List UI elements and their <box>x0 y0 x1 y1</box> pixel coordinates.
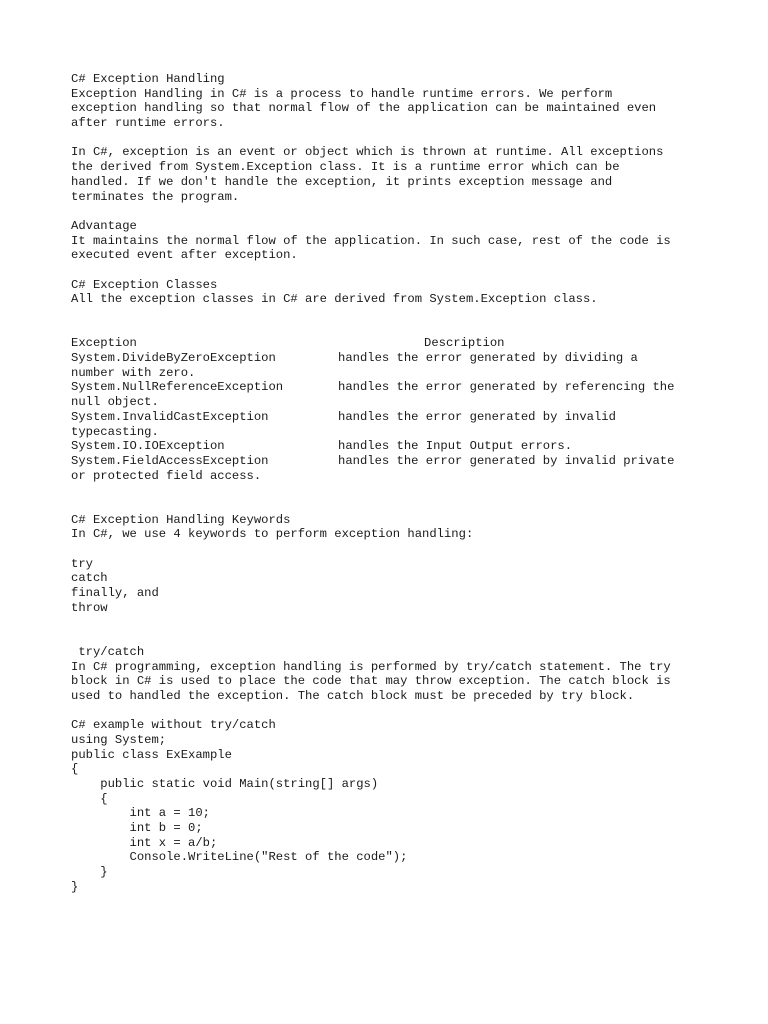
blank-line <box>71 263 711 278</box>
keyword-item: throw <box>71 600 108 615</box>
code-line: { <box>71 762 79 777</box>
section-title: C# example without try/catch <box>71 718 276 733</box>
code-line: using System; <box>71 732 167 747</box>
paragraph-line: used to handled the exception. The catch block must be preceded by try block. <box>71 688 635 703</box>
blank-line <box>71 204 711 219</box>
exception-table <box>71 336 711 483</box>
table-header <box>71 336 711 351</box>
paragraph-line: In C#, we use 4 keywords to perform exception handling: <box>71 527 474 542</box>
section-title: try/catch <box>71 644 145 659</box>
table-row <box>71 380 711 395</box>
blank-line <box>71 498 711 513</box>
keyword-item: try <box>71 556 93 571</box>
section-title: Advantage <box>71 218 137 233</box>
exception-description: handles the Input Output errors. <box>338 439 573 454</box>
code-line: } <box>71 879 79 894</box>
header-exception: Exception <box>71 336 137 351</box>
blank-line <box>71 307 711 322</box>
exception-description-wrap: null object. <box>71 395 159 410</box>
code-block <box>71 733 711 895</box>
paragraph-line: In C#, exception is an event or object which is thrown at runtime. All exceptions <box>71 145 664 160</box>
code-line: int a = 10; <box>71 806 210 821</box>
blank-line <box>71 630 711 645</box>
code-line: public class ExExample <box>71 747 232 762</box>
exception-description-wrap: or protected field access. <box>71 468 262 483</box>
exception-description: handles the error generated by invalid private <box>338 453 675 468</box>
table-row <box>71 454 711 469</box>
code-line: Console.WriteLine("Rest of the code"); <box>71 850 408 865</box>
code-line: int x = a/b; <box>71 835 218 850</box>
code-line: } <box>71 865 108 880</box>
exception-description-wrap: typecasting. <box>71 424 159 439</box>
keyword-item: catch <box>71 571 108 586</box>
exception-name: System.IO.IOException <box>71 439 225 454</box>
code-line: { <box>71 791 108 806</box>
exception-description: handles the error generated by dividing a <box>338 351 638 366</box>
blank-line <box>71 131 711 146</box>
table-row <box>71 439 711 454</box>
paragraph-line: It maintains the normal flow of the application. In such case, rest of the code is <box>71 233 671 248</box>
paragraph-line: after runtime errors. <box>71 116 225 131</box>
blank-line <box>71 704 711 719</box>
code-line: int b = 0; <box>71 821 203 836</box>
paragraph-line: handled. If we don't handle the exception, it prints exception message and <box>71 174 613 189</box>
exception-name: System.DivideByZeroException <box>71 351 276 366</box>
exception-name: System.NullReferenceException <box>71 380 284 395</box>
keyword-item: finally, and <box>71 586 159 601</box>
document-body <box>71 72 711 895</box>
table-row <box>71 351 711 366</box>
paragraph-line: exception handling so that normal flow of the application can be maintained even <box>71 101 657 116</box>
section-title: C# Exception Handling <box>71 72 225 86</box>
blank-line <box>71 615 711 630</box>
table-row <box>71 410 711 425</box>
paragraph-line: executed event after exception. <box>71 248 298 263</box>
blank-line <box>71 542 711 557</box>
paragraph-line: terminates the program. <box>71 189 240 204</box>
paragraph-line: block in C# is used to place the code that may throw exception. The catch block is <box>71 674 671 689</box>
section-title: C# Exception Classes <box>71 277 218 292</box>
section-title: C# Exception Handling Keywords <box>71 512 291 527</box>
blank-line <box>71 322 711 337</box>
paragraph-line: Exception Handling in C# is a process to handle runtime errors. We perform <box>71 86 613 101</box>
exception-description-wrap: number with zero. <box>71 365 196 380</box>
header-description: Description <box>424 336 505 351</box>
exception-name: System.FieldAccessException <box>71 453 269 468</box>
exception-description: handles the error generated by invalid <box>338 409 616 424</box>
blank-line <box>71 483 711 498</box>
paragraph-line: the derived from System.Exception class. It is a runtime error which can be <box>71 160 620 175</box>
code-line: public static void Main(string[] args) <box>71 777 379 791</box>
exception-name: System.InvalidCastException <box>71 409 269 424</box>
exception-description: handles the error generated by referencing the <box>338 380 675 395</box>
paragraph-line: All the exception classes in C# are derived from System.Exception class. <box>71 292 598 307</box>
paragraph-line: In C# programming, exception handling is performed by try/catch statement. The try <box>71 659 671 674</box>
